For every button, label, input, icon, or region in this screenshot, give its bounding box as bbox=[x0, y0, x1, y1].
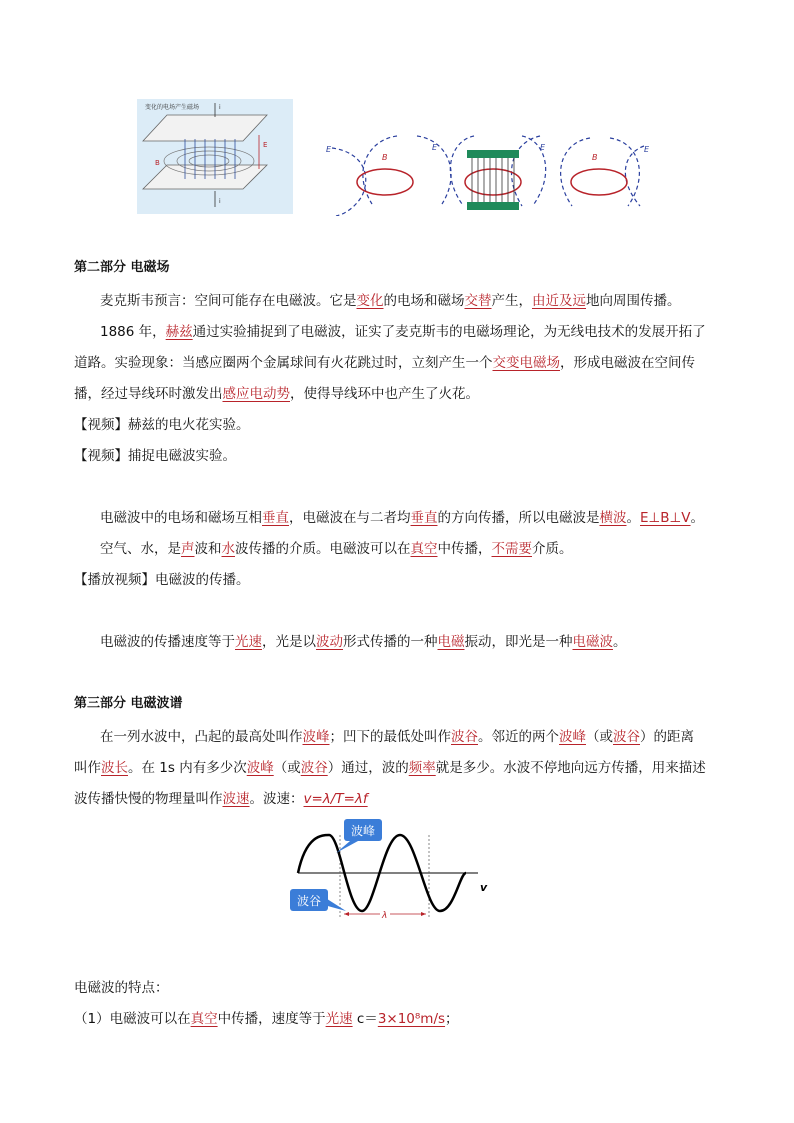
section2-paragraph-4: 播，经过导线环时激发出感应电动势，使得导线环中也产生了火花。 bbox=[74, 386, 479, 402]
section3-title: 第三部分 电磁波谱 bbox=[74, 696, 183, 711]
features-title: 电磁波的特点： bbox=[74, 980, 169, 996]
section2-paragraph-6: 空气、水，是声波和水波传播的介质。电磁波可以在真空中传播，不需要介质。 bbox=[100, 541, 573, 557]
video-note-3: 【播放视频】电磁波的传播。 bbox=[74, 572, 250, 588]
section2-title: 第二部分 电磁场 bbox=[74, 260, 170, 275]
fig3-lambda: λ bbox=[382, 911, 388, 921]
section3-paragraph-3: 波传播快慢的物理量叫作波速。波速：v=λ/T=λf bbox=[74, 791, 368, 807]
wave-crest-trough-figure bbox=[288, 817, 498, 925]
section2-paragraph-3: 道路。实验现象：当感应圈两个金属球间有火花跳过时，立刻产生一个交变电磁场，形成电磁波在空间传 bbox=[74, 355, 695, 371]
em-wave-chain-figure bbox=[322, 134, 662, 216]
fig2-label-3: E bbox=[432, 143, 438, 152]
fig2-label-6: E bbox=[644, 145, 650, 154]
fig2-label-1: E bbox=[326, 145, 332, 154]
fig3-axis-v: v bbox=[480, 881, 488, 894]
changing-field-figure bbox=[137, 99, 293, 214]
fig1-title: 变化的电场产生磁场 bbox=[145, 104, 200, 111]
fig3-trough-label: 波谷 bbox=[296, 894, 322, 908]
section2-paragraph-1: 麦克斯韦预言：空间可能存在电磁波。它是变化的电场和磁场交替产生，由近及远地向周围传播。 bbox=[100, 293, 681, 309]
video-note-2: 【视频】捕捉电磁波实验。 bbox=[74, 448, 236, 464]
fig2-label-2: B bbox=[382, 153, 388, 162]
section2-paragraph-7: 电磁波的传播速度等于光速，光是以波动形式传播的一种电磁振动，即光是一种电磁波。 bbox=[100, 634, 627, 650]
section3-paragraph-2: 叫作波长。在 1s 内有多少次波峰（或波谷）通过，波的频率就是多少。水波不停地向远方传播，用来描述 bbox=[74, 760, 706, 776]
feature-1: （1）电磁波可以在真空中传播，速度等于光速 c＝3×10⁸m/s； bbox=[74, 1011, 459, 1027]
fig1-i-bottom: i bbox=[219, 198, 221, 205]
section2-paragraph-5: 电磁波中的电场和磁场互相垂直，电磁波在与二者均垂直的方向传播，所以电磁波是横波。E⊥B⊥V。 bbox=[100, 510, 705, 526]
fig1-E: E bbox=[263, 141, 268, 149]
fig1-i-top: i bbox=[219, 104, 221, 111]
section2-paragraph-2: 1886 年，赫兹通过实验捕捉到了电磁波，证实了麦克斯韦的电磁场理论，为无线电技术的发展开拓了 bbox=[100, 324, 706, 340]
video-note-1: 【视频】赫兹的电火花实验。 bbox=[74, 417, 250, 433]
fig1-B: B bbox=[155, 159, 160, 167]
section3-paragraph-1: 在一列水波中，凸起的最高处叫作波峰；凹下的最低处叫作波谷。邻近的两个波峰（或波谷）的距离 bbox=[100, 729, 694, 745]
fig2-label-5: B bbox=[592, 153, 598, 162]
fig3-crest-label: 波峰 bbox=[350, 824, 376, 838]
fig2-label-4: E bbox=[540, 143, 546, 152]
